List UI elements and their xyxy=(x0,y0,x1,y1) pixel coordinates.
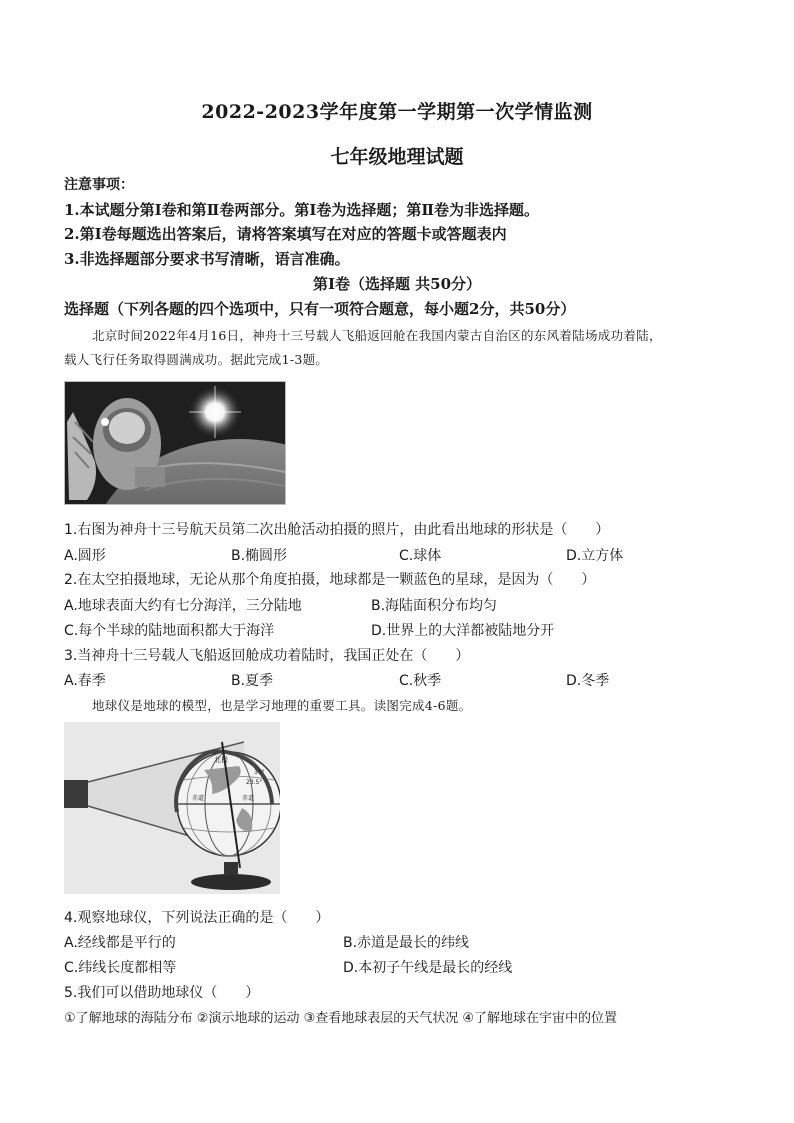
exam-subtitle: 七年级地理试题 xyxy=(330,146,464,168)
question-4-option-a[interactable]: A.经线都是平行的 xyxy=(64,935,176,951)
question-3: 3.当神舟十三号载人飞船返回舱成功着陆时，我国正处在（ ） xyxy=(64,648,470,664)
astronaut-photo xyxy=(64,381,286,505)
passage-2: 地球仪是地球的模型，也是学习地理的重要工具。读图完成4-6题。 xyxy=(92,698,472,713)
passage-1-line-1: 北京时间2022年4月16日，神舟十三号载人飞船返回舱在我国内蒙古自治区的东风着陆场成功着陆， xyxy=(92,328,662,343)
question-4-option-b[interactable]: B.赤道是最长的纬线 xyxy=(343,935,470,951)
notice-item-1: 1.本试题分第Ⅰ卷和第Ⅱ卷两部分。第Ⅰ卷为选择题；第Ⅱ卷为非选择题。 xyxy=(64,201,539,219)
question-1-option-b[interactable]: B.椭圆形 xyxy=(231,548,288,564)
question-2: 2.在太空拍摄地球，无论从那个角度拍摄，地球都是一颗蓝色的星球，是因为（ ） xyxy=(64,572,596,588)
question-2-option-b[interactable]: B.海陆面积分布均匀 xyxy=(371,598,498,614)
question-5-statements: ①了解地球的海陆分布 ②演示地球的运动 ③查看地球表层的天气状况 ④了解地球在宇宙中的位置 xyxy=(64,1011,618,1026)
question-2-option-d[interactable]: D.世界上的大洋都被陆地分开 xyxy=(371,623,555,639)
passage-1-line-2: 载人飞行任务取得圆满成功。据此完成1-3题。 xyxy=(64,352,329,367)
question-1: 1.右图为神舟十三号航天员第二次出舱活动拍摄的照片，由此看出地球的形状是（ ） xyxy=(64,522,610,538)
question-4-option-c[interactable]: C.纬线长度都相等 xyxy=(64,960,177,976)
globe-label-lat-1: 23.5° xyxy=(246,779,263,786)
globe-label-lat-2: 30° xyxy=(254,769,265,776)
globe-photo xyxy=(64,722,280,894)
notice-item-3: 3.非选择题部分要求书写清晰，语言准确。 xyxy=(64,250,350,268)
question-4-option-d[interactable]: D.本初子午线是最长的经线 xyxy=(343,960,513,976)
question-2-option-a[interactable]: A.地球表面大约有七分海洋，三分陆地 xyxy=(64,598,302,614)
section-instruction: 选择题（下列各题的四个选项中，只有一项符合题意，每小题2分，共50分） xyxy=(64,300,576,318)
question-1-option-c[interactable]: C.球体 xyxy=(399,548,442,564)
astronaut-photo-image xyxy=(65,382,285,504)
section-title: 第Ⅰ卷（选择题 共50分） xyxy=(312,275,482,293)
globe-label-equator-a: 赤道 xyxy=(192,795,205,802)
question-2-option-c[interactable]: C.每个半球的陆地面积都大于海洋 xyxy=(64,623,275,639)
globe-image xyxy=(64,722,280,894)
question-3-option-d[interactable]: D.冬季 xyxy=(566,673,610,689)
question-3-option-c[interactable]: C.秋季 xyxy=(399,673,442,689)
question-3-option-b[interactable]: B.夏季 xyxy=(231,673,274,689)
question-1-option-d[interactable]: D.立方体 xyxy=(566,548,624,564)
exam-title: 2022-2023学年度第一学期第一次学情监测 xyxy=(201,101,593,123)
question-4: 4.观察地球仪，下列说法正确的是（ ） xyxy=(64,910,330,926)
globe-label-north-pole: 北极 xyxy=(214,756,228,764)
notice-heading: 注意事项： xyxy=(64,177,134,193)
question-5: 5.我们可以借助地球仪（ ） xyxy=(64,985,260,1001)
question-1-option-a[interactable]: A.圆形 xyxy=(64,548,106,564)
globe-label-equator-b: 赤道 xyxy=(242,795,255,802)
notice-item-2: 2.第Ⅰ卷每题选出答案后，请将答案填写在对应的答题卡或答题表内 xyxy=(64,225,507,243)
question-3-option-a[interactable]: A.春季 xyxy=(64,673,106,689)
